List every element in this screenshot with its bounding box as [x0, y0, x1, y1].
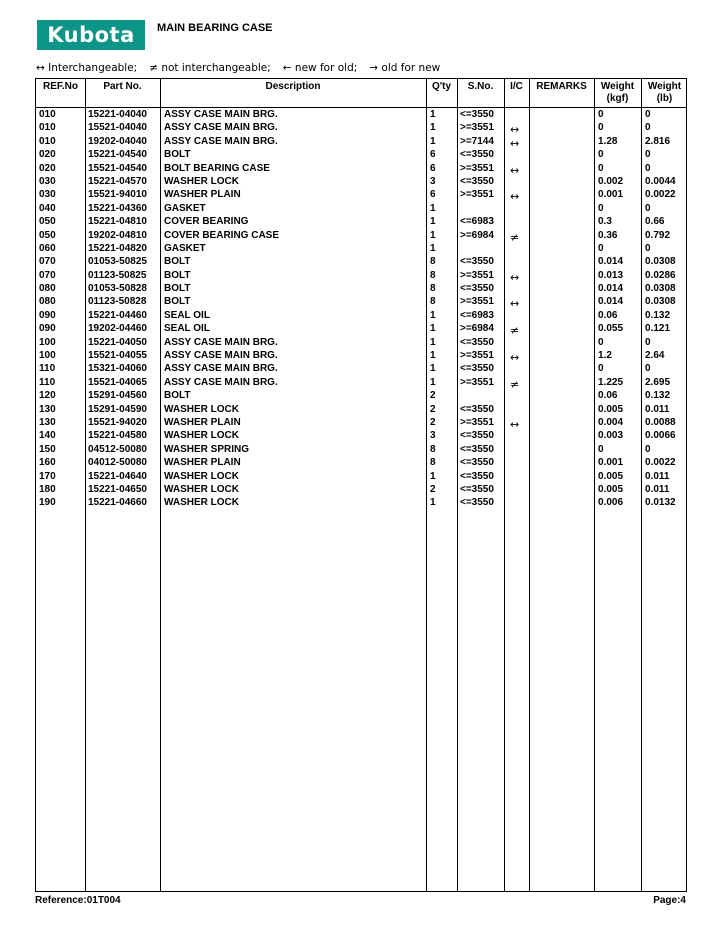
cell-sno: >=3551	[460, 189, 494, 201]
cell-ic: ↔	[510, 297, 520, 311]
legend-interchangeable: ↔ Interchangeable;	[36, 62, 138, 74]
cell-ref: 070	[39, 256, 56, 268]
cell-sno: <=3550	[460, 483, 494, 495]
cell-description: WASHER SPRING	[164, 443, 250, 455]
cell-sno: <=3550	[460, 256, 494, 268]
cell-weight-kgf: 0.013	[598, 269, 624, 281]
cell-weight-kgf: 0.014	[598, 283, 624, 295]
logo-text: Kubota	[47, 23, 135, 47]
cell-ref: 070	[39, 269, 56, 281]
cell-description: WASHER LOCK	[164, 175, 239, 187]
cell-part-no: 19202-04040	[88, 135, 147, 147]
cell-ref: 090	[39, 323, 56, 335]
table-row	[36, 456, 686, 469]
cell-description: BOLT	[164, 269, 191, 281]
cell-sno: <=3550	[460, 457, 494, 469]
cell-ref: 190	[39, 497, 56, 509]
cell-qty: 8	[430, 256, 436, 268]
header-weight-lb-line2: (lb)	[656, 93, 673, 104]
table-row	[36, 496, 686, 509]
cell-sno: <=3550	[460, 430, 494, 442]
cell-qty: 2	[430, 403, 436, 415]
table-body	[36, 108, 686, 510]
cell-sno: <=3550	[460, 175, 494, 187]
cell-ic: ↔	[510, 163, 520, 177]
cell-part-no: 15221-04540	[88, 149, 147, 161]
cell-part-no: 15221-04660	[88, 497, 147, 509]
cell-sno: <=3550	[460, 283, 494, 295]
legend-new-for-old: ← new for old;	[282, 62, 358, 74]
cell-qty: 1	[430, 363, 436, 375]
cell-ref: 060	[39, 242, 56, 254]
cell-weight-kgf: 0.003	[598, 430, 624, 442]
legend-not-interchangeable: ≠ not interchangeable;	[149, 62, 271, 74]
cell-part-no: 15221-04640	[88, 470, 147, 482]
cell-sno: <=3550	[460, 497, 494, 509]
cell-weight-lb: 0	[645, 202, 651, 214]
cell-weight-lb: 0.0088	[645, 416, 676, 428]
legend	[36, 62, 440, 74]
cell-part-no: 15521-04065	[88, 376, 147, 388]
cell-ref: 010	[39, 135, 56, 147]
cell-weight-kgf: 0	[598, 443, 604, 455]
table-row	[36, 295, 686, 311]
header-ic: I/C	[510, 81, 523, 92]
table-row	[36, 483, 686, 496]
table-row	[36, 162, 686, 175]
cell-part-no: 15521-04040	[88, 122, 147, 134]
cell-qty: 1	[430, 470, 436, 482]
cell-weight-kgf: 0.36	[598, 229, 618, 241]
cell-sno: <=3550	[460, 443, 494, 455]
cell-description: ASSY CASE MAIN BRG.	[164, 336, 278, 348]
cell-ref: 080	[39, 283, 56, 295]
cell-qty: 2	[430, 416, 436, 428]
cell-weight-lb: 0	[645, 149, 651, 161]
cell-weight-lb: 0.121	[645, 323, 671, 335]
cell-weight-kgf: 0.005	[598, 470, 624, 482]
cell-description: BOLT	[164, 390, 191, 402]
cell-qty: 1	[430, 122, 436, 134]
table-row	[36, 269, 686, 282]
cell-ref: 040	[39, 202, 56, 214]
cell-ref: 050	[39, 229, 56, 241]
cell-description: SEAL OIL	[164, 309, 210, 321]
cell-weight-lb: 0.0308	[645, 296, 676, 308]
header-weight-lb	[641, 81, 688, 105]
table-row	[36, 108, 686, 121]
cell-ref: 130	[39, 416, 56, 428]
cell-weight-lb: 0	[645, 122, 651, 134]
cell-ref: 110	[39, 363, 56, 375]
cell-ic: ↔	[510, 270, 520, 284]
cell-weight-lb: 0.011	[645, 470, 670, 482]
cell-sno: <=3550	[460, 336, 494, 348]
cell-qty: 8	[430, 283, 436, 295]
cell-sno: >=3551	[460, 376, 494, 388]
cell-description: ASSY CASE MAIN BRG.	[164, 109, 278, 120]
cell-part-no: 19202-04460	[88, 323, 147, 335]
cell-description: WASHER PLAIN	[164, 416, 241, 428]
cell-weight-lb: 0.66	[645, 216, 665, 228]
table-row	[36, 121, 686, 137]
cell-qty: 1	[430, 350, 436, 362]
cell-ref: 150	[39, 443, 56, 455]
cell-qty: 1	[430, 109, 436, 120]
cell-weight-kgf: 0	[598, 242, 604, 254]
header-sno: S.No.	[467, 81, 494, 92]
header-weight-lb-line1: Weight	[647, 81, 682, 92]
cell-qty: 2	[430, 483, 436, 495]
cell-weight-kgf: 0.014	[598, 256, 624, 268]
cell-description: ASSY CASE MAIN BRG.	[164, 122, 278, 134]
cell-qty: 1	[430, 497, 436, 509]
cell-part-no: 15291-04560	[88, 390, 147, 402]
cell-ref: 130	[39, 403, 56, 415]
cell-sno: <=3550	[460, 149, 494, 161]
cell-sno: <=3550	[460, 109, 494, 120]
cell-weight-lb: 0.0022	[645, 457, 676, 469]
cell-ref: 140	[39, 430, 56, 442]
cell-description: WASHER PLAIN	[164, 189, 241, 201]
cell-part-no: 15221-04820	[88, 242, 147, 254]
kubota-logo	[37, 20, 145, 50]
cell-weight-kgf: 0	[598, 162, 604, 174]
cell-qty: 6	[430, 189, 436, 201]
cell-weight-kgf: 0.06	[598, 309, 618, 321]
cell-description: BOLT	[164, 256, 191, 268]
cell-weight-lb: 0.132	[645, 390, 671, 402]
cell-ref: 080	[39, 296, 56, 308]
cell-description: ASSY CASE MAIN BRG.	[164, 363, 278, 375]
cell-description: WASHER LOCK	[164, 430, 239, 442]
cell-part-no: 01123-50828	[88, 296, 147, 308]
cell-ref: 120	[39, 390, 56, 402]
cell-qty: 3	[430, 175, 436, 187]
cell-qty: 1	[430, 135, 436, 147]
cell-weight-kgf: 0.3	[598, 216, 612, 228]
table-row	[36, 416, 686, 429]
cell-part-no: 15521-04540	[88, 162, 147, 174]
cell-weight-lb: 0.0132	[645, 497, 676, 509]
cell-ref: 010	[39, 122, 56, 134]
cell-qty: 1	[430, 309, 436, 321]
cell-weight-lb: 2.816	[645, 135, 671, 147]
cell-ic: ↔	[510, 351, 520, 365]
cell-part-no: 01053-50825	[88, 256, 147, 268]
cell-description: WASHER LOCK	[164, 470, 239, 482]
page-number: Page:4	[653, 895, 686, 906]
cell-qty: 8	[430, 443, 436, 455]
cell-qty: 2	[430, 390, 436, 402]
cell-part-no: 15221-04810	[88, 216, 147, 228]
table-row	[36, 429, 686, 442]
cell-weight-kgf: 0.002	[598, 175, 624, 187]
cell-weight-kgf: 0.014	[598, 296, 624, 308]
reference-code: Reference:01T004	[35, 895, 121, 906]
cell-ic: ↔	[510, 123, 520, 137]
table-row	[36, 175, 686, 188]
cell-part-no: 15221-04580	[88, 430, 147, 442]
cell-weight-kgf: 0	[598, 149, 604, 161]
table-row	[36, 403, 686, 416]
legend-old-for-new: → old for new	[369, 62, 441, 74]
cell-qty: 1	[430, 242, 436, 254]
cell-part-no: 19202-04810	[88, 229, 147, 241]
cell-ref: 100	[39, 350, 56, 362]
cell-part-no: 04012-50080	[88, 457, 147, 469]
cell-weight-lb: 0.0286	[645, 269, 676, 281]
cell-part-no: 15521-94020	[88, 416, 147, 428]
cell-weight-lb: 0.0308	[645, 256, 676, 268]
cell-qty: 3	[430, 430, 436, 442]
cell-qty: 1	[430, 323, 436, 335]
cell-ref: 100	[39, 336, 56, 348]
cell-sno: >=3551	[460, 296, 494, 308]
cell-qty: 1	[430, 376, 436, 388]
cell-part-no: 15221-04570	[88, 175, 147, 187]
cell-ref: 180	[39, 483, 56, 495]
cell-sno: <=3550	[460, 470, 494, 482]
cell-ref: 020	[39, 162, 56, 174]
cell-ref: 020	[39, 149, 56, 161]
cell-weight-lb: 0	[645, 162, 651, 174]
header-weight-kgf-line1: Weight	[600, 81, 635, 92]
cell-qty: 8	[430, 269, 436, 281]
cell-weight-kgf: 0.005	[598, 483, 624, 495]
cell-ref: 050	[39, 216, 56, 228]
cell-sno: >=3551	[460, 162, 494, 174]
cell-qty: 8	[430, 296, 436, 308]
cell-description: WASHER PLAIN	[164, 457, 241, 469]
cell-qty: 1	[430, 202, 436, 214]
table-row	[36, 202, 686, 215]
cell-qty: 8	[430, 457, 436, 469]
cell-part-no: 15521-04055	[88, 350, 147, 362]
cell-weight-kgf: 0	[598, 109, 604, 120]
cell-sno: >=6984	[460, 323, 494, 335]
cell-sno: >=3551	[460, 122, 494, 134]
cell-description: BOLT	[164, 283, 191, 295]
cell-ref: 010	[39, 109, 56, 120]
cell-description: GASKET	[164, 202, 206, 214]
cell-part-no: 15291-04590	[88, 403, 147, 415]
cell-description: COVER BEARING	[164, 216, 249, 228]
cell-ic: ≠	[510, 324, 520, 338]
cell-description: SEAL OIL	[164, 323, 210, 335]
cell-sno: <=6983	[460, 216, 494, 228]
cell-part-no: 15221-04050	[88, 336, 147, 348]
cell-ref: 030	[39, 175, 56, 187]
table-row	[36, 443, 686, 456]
cell-sno: >=3551	[460, 416, 494, 428]
page-title: MAIN BEARING CASE	[157, 22, 273, 34]
table-row	[36, 188, 686, 204]
cell-weight-kgf: 1.2	[598, 350, 612, 362]
cell-weight-lb: 0.132	[645, 309, 671, 321]
cell-weight-lb: 0.792	[645, 229, 671, 241]
cell-weight-kgf: 1.225	[598, 376, 624, 388]
table-row	[36, 309, 686, 322]
cell-weight-kgf: 1.28	[598, 135, 618, 147]
cell-weight-lb: 2.695	[645, 376, 671, 388]
table-row	[36, 336, 686, 349]
table-row	[36, 376, 686, 389]
cell-ic: ≠	[510, 377, 520, 391]
cell-ref: 030	[39, 189, 56, 201]
cell-weight-lb: 0.0066	[645, 430, 676, 442]
header-part: Part No.	[103, 81, 142, 92]
cell-part-no: 15221-04360	[88, 202, 147, 214]
cell-part-no: 04512-50080	[88, 443, 147, 455]
cell-sno: <=3550	[460, 363, 494, 375]
cell-description: ASSY CASE MAIN BRG.	[164, 350, 278, 362]
cell-weight-lb: 0	[645, 336, 651, 348]
cell-weight-kgf: 0.004	[598, 416, 624, 428]
cell-weight-lb: 0.0308	[645, 283, 676, 295]
cell-description: BOLT BEARING CASE	[164, 162, 270, 174]
table-row	[36, 135, 686, 148]
cell-part-no: 15221-04460	[88, 309, 147, 321]
cell-part-no: 15221-04650	[88, 483, 147, 495]
cell-weight-lb: 0	[645, 443, 651, 455]
parts-table	[35, 78, 687, 892]
cell-weight-lb: 2.64	[645, 350, 665, 362]
cell-weight-lb: 0.0022	[645, 189, 676, 201]
cell-weight-kgf: 0	[598, 336, 604, 348]
table-row	[36, 282, 686, 295]
header-remarks: REMARKS	[536, 81, 587, 92]
header-ref: REF.No	[43, 81, 78, 92]
cell-weight-kgf: 0	[598, 202, 604, 214]
cell-qty: 6	[430, 149, 436, 161]
cell-weight-lb: 0.011	[645, 403, 670, 415]
cell-part-no: 15521-94010	[88, 189, 147, 201]
table-row	[36, 362, 686, 375]
cell-sno: >=3551	[460, 350, 494, 362]
table-row	[36, 389, 686, 402]
cell-weight-lb: 0	[645, 242, 651, 254]
cell-weight-lb: 0.011	[645, 483, 670, 495]
table-row	[36, 255, 686, 268]
cell-ref: 160	[39, 457, 56, 469]
cell-weight-kgf: 0.001	[598, 189, 624, 201]
cell-weight-kgf: 0.06	[598, 390, 618, 402]
cell-part-no: 15321-04060	[88, 363, 147, 375]
cell-ref: 170	[39, 470, 56, 482]
table-row	[36, 229, 686, 242]
cell-description: WASHER LOCK	[164, 403, 239, 415]
cell-ic: ↔	[510, 417, 520, 431]
table-row	[36, 215, 686, 228]
cell-weight-lb: 0	[645, 363, 651, 375]
cell-sno: <=3550	[460, 403, 494, 415]
cell-ref: 110	[39, 376, 56, 388]
header-weight-kgf-line2: (kgf)	[606, 93, 629, 104]
cell-qty: 1	[430, 336, 436, 348]
header-qty: Q'ty	[431, 81, 452, 92]
cell-weight-kgf: 0	[598, 363, 604, 375]
cell-sno: >=3551	[460, 269, 494, 281]
cell-description: WASHER LOCK	[164, 497, 239, 509]
cell-weight-kgf: 0.001	[598, 457, 624, 469]
cell-part-no: 01123-50825	[88, 269, 147, 281]
cell-weight-lb: 0	[645, 109, 651, 120]
table-row	[36, 148, 686, 161]
cell-sno: <=6983	[460, 309, 494, 321]
cell-sno: >=6984	[460, 229, 494, 241]
cell-description: COVER BEARING CASE	[164, 229, 280, 241]
cell-description: WASHER LOCK	[164, 483, 239, 495]
cell-qty: 1	[430, 216, 436, 228]
table-row	[36, 242, 686, 255]
cell-ic: ≠	[510, 230, 520, 244]
cell-weight-kgf: 0	[598, 122, 604, 134]
cell-weight-kgf: 0.055	[598, 323, 624, 335]
cell-ic: ↔	[510, 136, 520, 150]
cell-ref: 090	[39, 309, 56, 321]
cell-part-no: 15221-04040	[88, 109, 147, 120]
cell-qty: 1	[430, 229, 436, 241]
cell-description: GASKET	[164, 242, 206, 254]
cell-weight-kgf: 0.006	[598, 497, 624, 509]
table-row	[36, 349, 686, 365]
cell-weight-lb: 0.0044	[645, 175, 676, 187]
table-row	[36, 322, 686, 338]
cell-description: ASSY CASE MAIN BRG.	[164, 376, 278, 388]
cell-description: ASSY CASE MAIN BRG.	[164, 135, 278, 147]
header-description: Description	[265, 81, 321, 92]
cell-qty: 6	[430, 162, 436, 174]
cell-ic: ↔	[510, 190, 520, 204]
header-weight-kgf	[594, 81, 641, 105]
cell-weight-kgf: 0.005	[598, 403, 624, 415]
cell-sno: >=7144	[460, 135, 494, 147]
cell-description: BOLT	[164, 296, 191, 308]
cell-part-no: 01053-50828	[88, 283, 147, 295]
cell-description: BOLT	[164, 149, 191, 161]
table-row	[36, 470, 686, 483]
